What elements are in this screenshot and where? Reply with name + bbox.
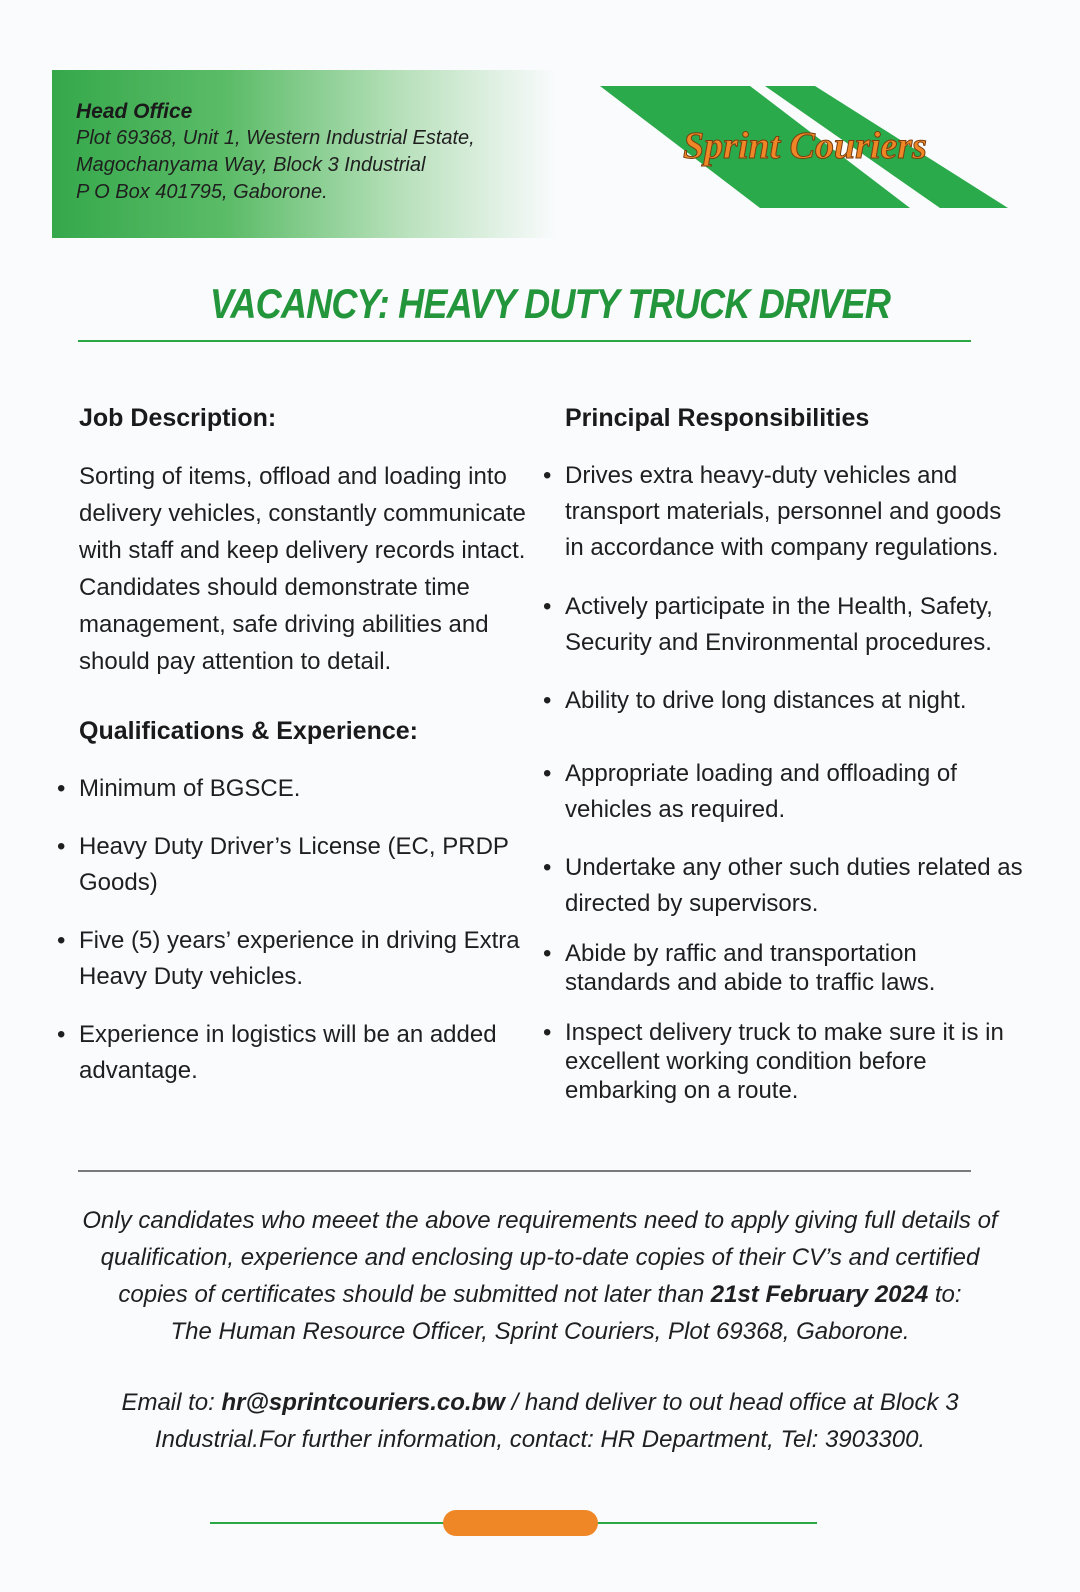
title-divider — [78, 340, 971, 342]
application-instructions: Only candidates who meeet the above requirements need to apply giving full details of qualification, experience and enclosing up-to-date copies of their CV’s and certified copies of certificates should be submitted not later than 21st February 2024 to: The Human Resource Officer, Sprint Couriers, Plot 69368, Gaborone. — [82, 1207, 998, 1345]
responsibility-item: • Abide by raffic and transportation standards and abide to traffic laws. — [543, 940, 936, 996]
bullet-icon: • — [543, 462, 552, 489]
responsibility-item: • Drives extra heavy-duty vehicles and transport materials, personnel and goods in accordance with company regulations. — [565, 458, 1001, 566]
sprint-couriers-logo — [600, 86, 1028, 216]
bullet-icon: • — [543, 760, 552, 787]
responsibility-item: • Ability to drive long distances at night. — [565, 683, 967, 719]
job-description-line: Candidates should demonstrate time — [79, 574, 470, 601]
address-line-3: P O Box 401795, Gaborone. — [76, 181, 328, 203]
logo-text: Sprint Couriers — [683, 125, 927, 167]
qualification-item: • Minimum of BGSCE. — [79, 771, 300, 807]
bullet-icon: • — [57, 1021, 66, 1048]
bullet-icon: • — [57, 833, 66, 860]
email-link[interactable]: hr@sprintcouriers.co.bw — [221, 1389, 505, 1416]
qualification-item: • Heavy Duty Driver’s License (EC, PRDP Goods) — [79, 829, 509, 901]
address-line-2: Magochanyama Way, Block 3 Industrial — [76, 154, 426, 176]
responsibility-item: • Actively participate in the Health, Safety, Security and Environmental procedures. — [565, 589, 993, 661]
bullet-icon: • — [543, 593, 552, 620]
deadline-date: 21st February 2024 — [710, 1281, 929, 1308]
job-description-line: with staff and keep delivery records intact. — [79, 537, 526, 564]
bullet-icon: • — [57, 927, 66, 954]
qualifications-heading: Qualifications & Experience: — [79, 717, 418, 745]
contact-instructions: Email to: hr@sprintcouriers.co.bw / hand deliver to out head office at Block 3 Industrial.For further information, contact: HR Department, Tel: 3903300. — [121, 1389, 959, 1453]
job-description-line: management, safe driving abilities and — [79, 611, 489, 638]
address-line-1: Plot 69368, Unit 1, Western Industrial Estate, — [76, 127, 475, 149]
bullet-icon: • — [543, 940, 552, 967]
page-title: VACANCY: HEAVY DUTY TRUCK DRIVER — [209, 280, 891, 327]
job-description-line: should pay attention to detail. — [79, 648, 392, 675]
responsibilities-heading: Principal Responsibilities — [565, 404, 870, 432]
job-description-text — [79, 458, 526, 680]
responsibility-item: • Inspect delivery truck to make sure it is in excellent working condition before embarking on a route. — [543, 1019, 1004, 1104]
head-office-title: Head Office — [76, 100, 193, 123]
bullet-icon: • — [57, 775, 66, 802]
qualification-item: • Experience in logistics will be an added advantage. — [79, 1017, 497, 1089]
bullet-icon: • — [543, 1019, 552, 1046]
bullet-icon: • — [543, 687, 552, 714]
job-description-heading: Job Description: — [79, 404, 277, 432]
bottom-orange-pill — [443, 1510, 598, 1536]
qualification-item: • Five (5) years’ experience in driving Extra Heavy Duty vehicles. — [79, 923, 520, 995]
bullet-icon: • — [543, 854, 552, 881]
responsibility-item: • Appropriate loading and offloading of vehicles as required. — [565, 756, 957, 828]
responsibility-item: • Undertake any other such duties related as directed by supervisors. — [565, 850, 1023, 922]
job-description-line: delivery vehicles, constantly communicate — [79, 500, 526, 527]
job-description-line: Sorting of items, offload and loading into — [79, 463, 507, 490]
footer-divider — [78, 1170, 971, 1172]
